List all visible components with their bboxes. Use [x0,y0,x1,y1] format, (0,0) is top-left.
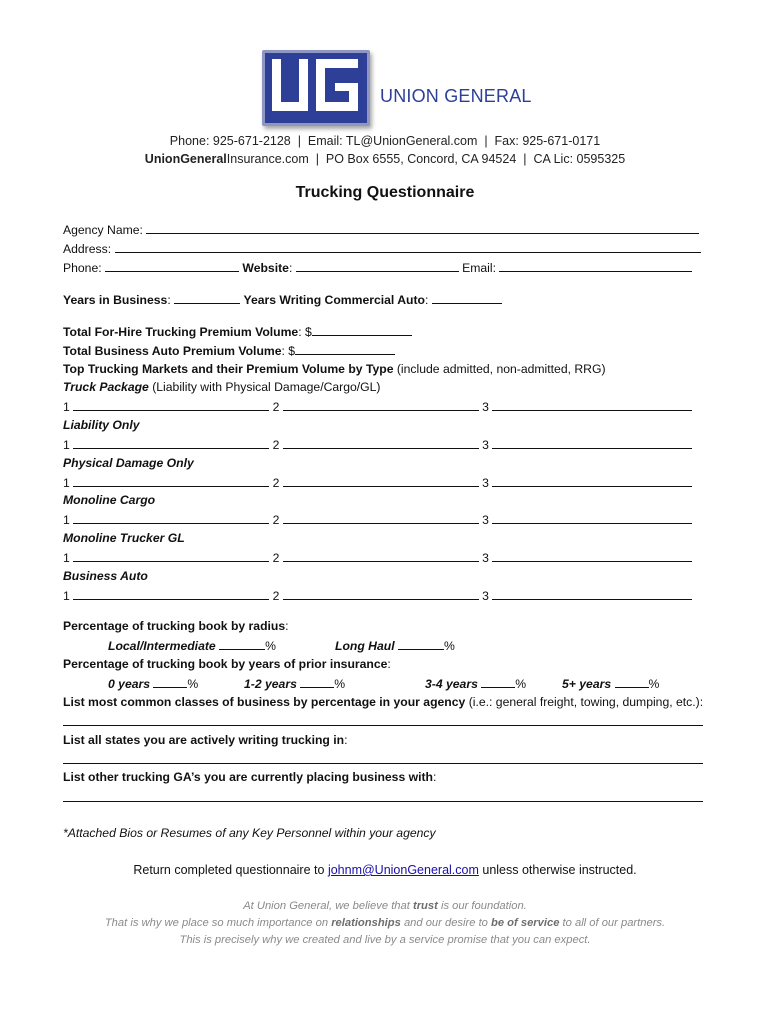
attached-bios-note: *Attached Bios or Resumes of any Key Personnel within your agency [63,826,436,840]
prior-5-plus-years-field[interactable]: 5+ years % [562,677,660,691]
po-box: PO Box 6555, Concord, CA 94524 [325,152,517,166]
union-general-logo [262,50,370,126]
radius-heading: Percentage of trucking book by radius: [63,619,289,633]
for-hire-premium-field[interactable]: Total For-Hire Trucking Premium Volume: $ [63,324,412,339]
brand-name: UNION GENERAL [380,86,532,106]
states-answer-line[interactable] [63,763,703,764]
business-auto-row[interactable]: 1 2 3 [63,588,692,603]
prior-insurance-heading: Percentage of trucking book by years of prior insurance: [63,657,391,671]
classes-answer-line[interactable] [63,725,703,726]
other-ga-answer-line[interactable] [63,801,703,802]
license: CA Lic: 0595325 [533,152,626,166]
prior-1-2-years-field[interactable]: 1-2 years % [244,677,346,691]
return-email-link[interactable]: johnm@UnionGeneral.com [327,863,479,877]
business-auto-heading: Business Auto [63,569,148,583]
contact-line-1: Phone: 925-671-2128 | Email: TL@UnionGeneral.com | Fax: 925-671-0171 [169,134,601,148]
fax-number: 925-671-0171 [522,134,601,148]
address-field[interactable]: Address: [63,241,701,256]
monoline-cargo-row[interactable]: 1 2 3 [63,512,692,527]
other-ga-heading: List other trucking GA’s you are currently placing business with: [63,770,437,784]
prior-0-years-field[interactable]: 0 years % [108,677,199,691]
liability-only-row[interactable]: 1 2 3 [63,437,692,452]
agency-name-field[interactable]: Agency Name: [63,222,699,237]
physical-damage-heading: Physical Damage Only [63,456,194,470]
footer-line-2: That is why we place so much importance on relationships and our desire to be of service to all of our partners. [104,917,666,929]
states-heading: List all states you are actively writing trucking in: [63,733,348,747]
business-auto-premium-field[interactable]: Total Business Auto Premium Volume: $ [63,343,395,358]
monoline-gl-row[interactable]: 1 2 3 [63,550,692,565]
markets-heading: Top Trucking Markets and their Premium Volume by Type (include admitted, non-admitted, RRG) [63,362,606,376]
monoline-gl-heading: Monoline Trucker GL [63,531,185,545]
return-instructions: Return completed questionnaire to johnm@UnionGeneral.com unless otherwise instructed. [133,863,637,877]
footer-line-3: This is precisely why we created and live by a service promise that you can expect. [179,934,591,946]
physical-damage-row[interactable]: 1 2 3 [63,475,692,490]
contact-line-2: UnionGeneralInsurance.com | PO Box 6555, Concord, CA 94524 | CA Lic: 0595325 [144,152,626,166]
footer-line-1: At Union General, we believe that trust is our foundation. [243,900,527,912]
years-fields[interactable]: Years in Business: Years Writing Commercial Auto: [63,292,502,307]
ug-monogram-icon [265,53,367,123]
liability-only-heading: Liability Only [63,418,140,432]
long-haul-field[interactable]: Long Haul % [335,639,455,653]
phone-number: 925-671-2128 [212,134,291,148]
classes-heading: List most common classes of business by percentage in your agency (i.e.: general freight, towing, dumping, etc.): [63,695,704,709]
phone-website-email-fields[interactable]: Phone: Website: Email: [63,260,692,275]
monoline-cargo-heading: Monoline Cargo [63,493,156,507]
contact-email: TL@UnionGeneral.com [345,134,478,148]
truck-package-heading: Truck Package (Liability with Physical Damage/Cargo/GL) [63,380,381,394]
truck-package-row[interactable]: 1 2 3 [63,399,692,414]
page-title: Trucking Questionnaire [295,184,475,201]
prior-3-4-years-field[interactable]: 3-4 years % [425,677,527,691]
local-intermediate-field[interactable]: Local/Intermediate % [108,639,276,653]
